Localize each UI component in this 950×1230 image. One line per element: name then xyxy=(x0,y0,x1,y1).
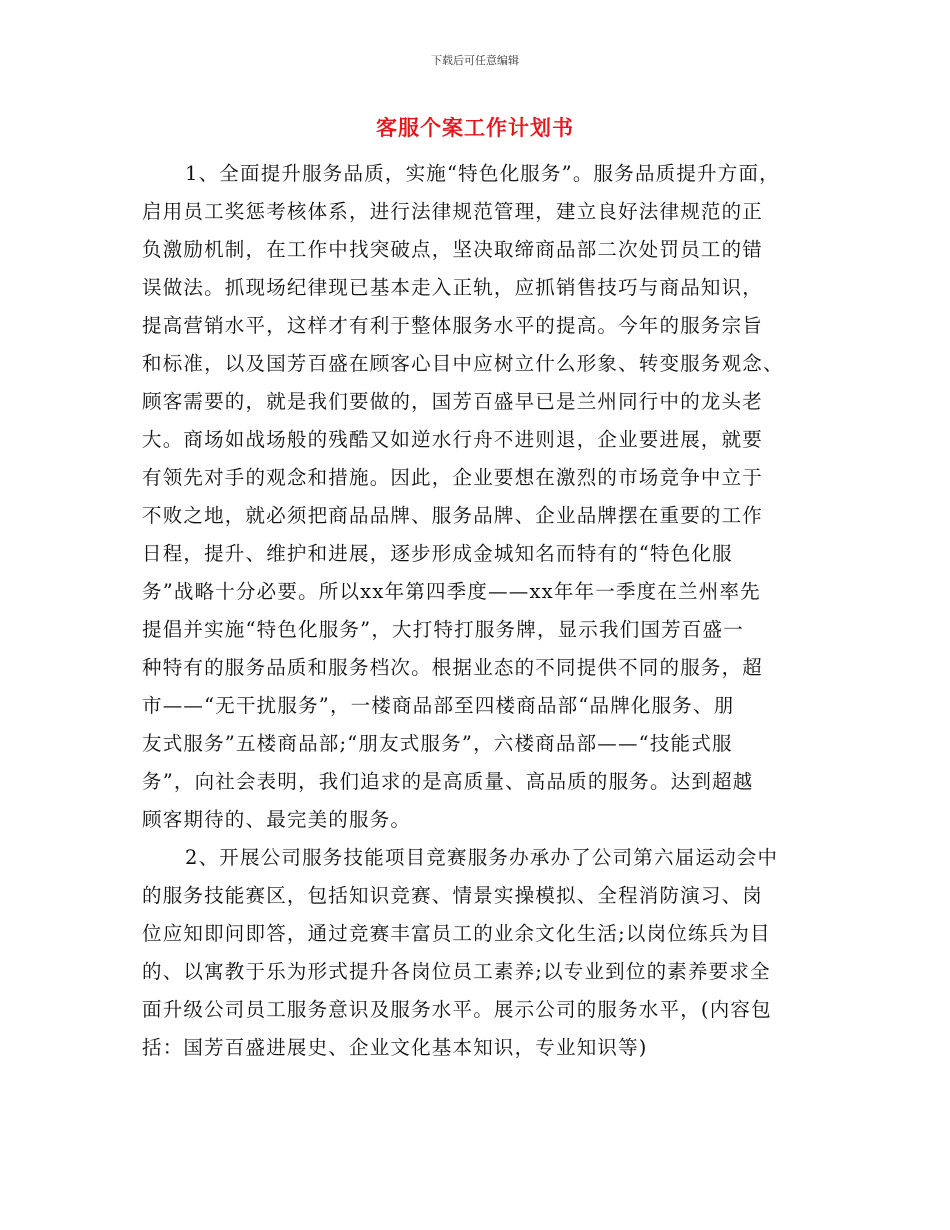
paragraph-1-line: 日程，提升、维护和进展，逐步形成金城知名而特有的“特色化服 xyxy=(142,542,733,565)
page-header: 下载后可任意编辑 xyxy=(431,54,519,67)
paragraph-1-line: 顾客期待的、最完美的服务。 xyxy=(142,808,412,831)
paragraph-1-line: 友式服务”五楼商品部;“朋友式服务”，六楼商品部——“技能式服 xyxy=(142,732,733,755)
paragraph-1-line: 1、全面提升服务品质，实施“特色化服务”。服务品质提升方面， xyxy=(185,162,780,185)
paragraph-1-line: 大。商场如战场般的残酷又如逆水行舟不进则退，企业要进展，就要 xyxy=(142,428,764,451)
paragraph-2-line: 的、以寓教于乐为形式提升各岗位员工素养;以专业到位的素养要求全 xyxy=(142,960,771,983)
paragraph-1-line: 和标准，以及国芳百盛在顾客心目中应树立什么形象、转变服务观念、 xyxy=(142,352,784,375)
paragraph-2-line: 2、开展公司服务技能项目竞赛服务办承办了公司第六届运动会中 xyxy=(185,846,779,869)
paragraph-2-line: 括：国芳百盛进展史、企业文化基本知识，专业知识等) xyxy=(142,1036,648,1059)
paragraph-2-line: 位应知即问即答，通过竞赛丰富员工的业余文化生活;以岗位练兵为目 xyxy=(142,922,771,945)
paragraph-2-line: 面升级公司员工服务意识及服务水平。展示公司的服务水平，(内容包 xyxy=(142,998,772,1021)
paragraph-1-line: 启用员工奖惩考核体系，进行法律规范管理，建立良好法律规范的正 xyxy=(142,200,764,223)
paragraph-2-line: 的服务技能赛区，包括知识竞赛、情景实操模拟、全程消防演习、岗 xyxy=(142,884,764,907)
paragraph-1-line: 市——“无干扰服务”，一楼商品部至四楼商品部“品牌化服务、朋 xyxy=(142,694,735,717)
paragraph-1-line: 有领先对手的观念和措施。因此，企业要想在激烈的市场竞争中立于 xyxy=(142,466,764,489)
paragraph-1-line: 种特有的服务品质和服务档次。根据业态的不同提供不同的服务，超 xyxy=(142,656,764,679)
paragraph-1-line: 误做法。抓现场纪律现已基本走入正轨，应抓销售技巧与商品知识， xyxy=(142,276,764,299)
paragraph-1-line: 提高营销水平，这样才有利于整体服务水平的提高。今年的服务宗旨 xyxy=(142,314,764,337)
paragraph-1-line: 务”战略十分必要。所以xx年第四季度——xx年年一季度在兰州率先 xyxy=(142,580,761,603)
document-title: 客服个案工作计划书 xyxy=(376,115,574,140)
paragraph-1-line: 务”，向社会表明，我们追求的是高质量、高品质的服务。达到超越 xyxy=(142,770,754,793)
paragraph-1-line: 不败之地，就必须把商品品牌、服务品牌、企业品牌摆在重要的工作 xyxy=(142,504,764,527)
paragraph-1-line: 负激励机制，在工作中找突破点，坚决取缔商品部二次处罚员工的错 xyxy=(142,238,764,261)
paragraph-1-line: 提倡并实施“特色化服务”，大打特打服务牌，显示我们国芳百盛一 xyxy=(142,618,744,641)
paragraph-1-line: 顾客需要的，就是我们要做的，国芳百盛早已是兰州同行中的龙头老 xyxy=(142,390,764,413)
